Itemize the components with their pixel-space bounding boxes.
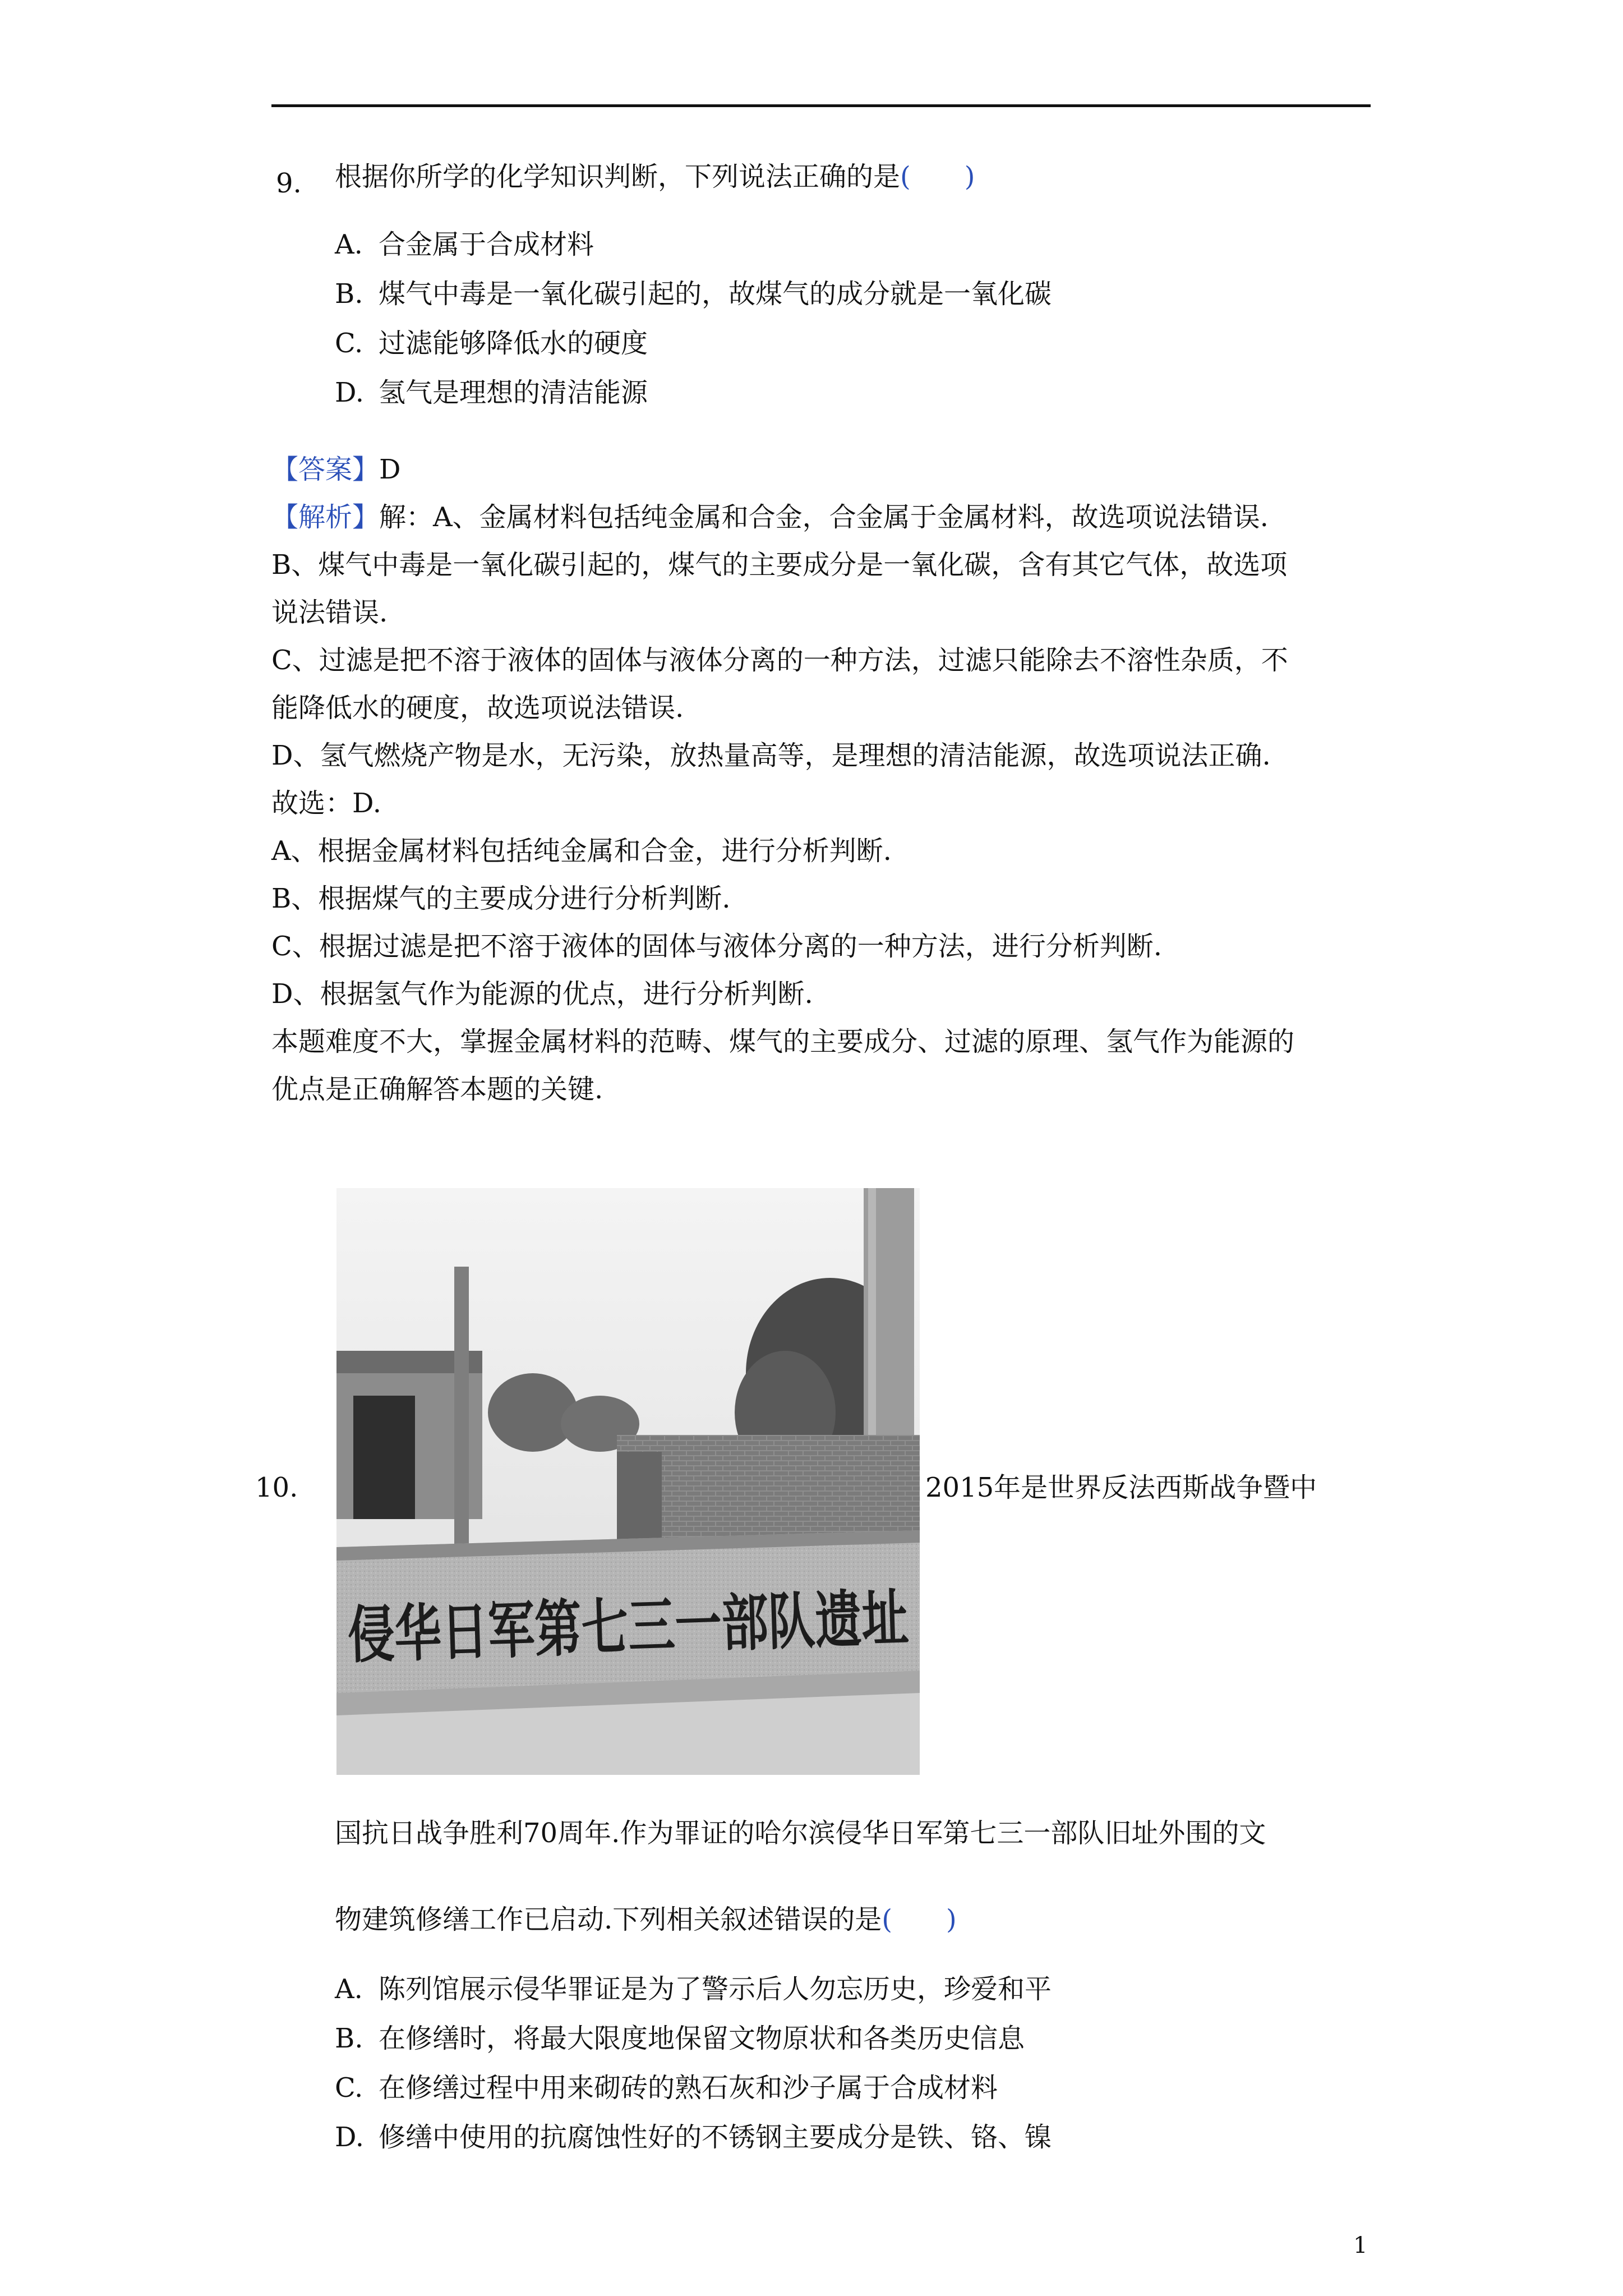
option-letter: B.: [335, 278, 363, 310]
q10-number: 10.: [255, 1472, 298, 1503]
photo-sign-text: 侵华日军第七三一部队遗址: [347, 1576, 1089, 1672]
q9-analysis-line-11: D、根据氢气作为能源的优点，进行分析判断.: [271, 978, 813, 1010]
option-letter: C.: [335, 2072, 363, 2104]
q9-analysis-line-4: C、过滤是把不溶于液体的固体与液体分离的一种方法，过滤只能除去不溶性杂质，不: [271, 645, 1288, 676]
analysis-tag: 【解析】: [271, 501, 380, 533]
option-text: 煤气中毒是一氧化碳引起的，故煤气的成分就是一氧化碳: [379, 278, 1052, 310]
header-rule: [271, 104, 1371, 107]
option-text: 在修缮时，将最大限度地保留文物原状和各类历史信息: [379, 2023, 1025, 2054]
option-letter: D.: [335, 377, 365, 408]
q9-stem: [335, 159, 975, 195]
q9-option-a: [335, 227, 594, 263]
q9-analysis-line-9: B、根据煤气的主要成分进行分析判断.: [271, 883, 731, 914]
q9-option-b: [335, 276, 1052, 312]
q9-analysis-line-13: 优点是正确解答本题的关键.: [271, 1074, 603, 1105]
q9-bracket: ( ): [900, 161, 975, 192]
q10-stem-line-3: [335, 1902, 957, 1938]
q9-analysis-line-8: A、根据金属材料包括纯金属和合金，进行分析判断.: [271, 835, 892, 867]
q9-number: 9.: [276, 168, 302, 199]
memorial-site-photo: [336, 1188, 1089, 1775]
option-letter: B.: [335, 2023, 363, 2054]
option-text: 修缮中使用的抗腐蚀性好的不锈钢主要成分是铁、铬、镍: [379, 2122, 1052, 2153]
q10-option-b: [335, 2021, 1025, 2056]
q10-stem-text: 物建筑修缮工作已启动.下列相关叙述错误的是: [335, 1904, 882, 1935]
memorial-photo-drawing: [336, 1188, 1089, 1775]
q9-analysis-line-7: 故选：D.: [271, 788, 382, 819]
answer-tag: 【答案】: [271, 454, 380, 485]
q9-analysis-line-5: 能降低水的硬度，故选项说法错误.: [271, 692, 684, 724]
q10-option-d: [335, 2119, 1052, 2155]
q9-option-d: [335, 375, 648, 411]
q9-analysis-line-2: B、煤气中毒是一氧化碳引起的，煤气的主要成分是一氧化碳，含有其它气体，故选项: [271, 549, 1288, 581]
q9-analysis-line-1: [271, 499, 1269, 535]
q9-analysis-line-12: 本题难度不大，掌握金属材料的范畴、煤气的主要成分、过滤的原理、氢气作为能源的: [271, 1026, 1295, 1057]
q9-option-c: [335, 325, 648, 361]
option-text: 过滤能够降低水的硬度: [379, 328, 648, 359]
q9-answer: [271, 452, 401, 487]
q10-option-c: [335, 2070, 998, 2106]
answer-value: D: [379, 454, 401, 485]
option-letter: C.: [335, 328, 363, 359]
q9-analysis-line-6: D、氢气燃烧产物是水，无污染，放热量高等，是理想的清洁能源，故选项说法正确.: [271, 740, 1271, 771]
q9-stem-text: 根据你所学的化学知识判断，下列说法正确的是: [335, 161, 901, 192]
option-text: 合金属于合成材料: [379, 229, 594, 260]
page-number: 1: [1353, 2233, 1368, 2258]
q10-stem-line-2: 国抗日战争胜利70周年.作为罪证的哈尔滨侵华日军第七三一部队旧址外围的文: [335, 1818, 1266, 1849]
option-text: 在修缮过程中用来砌砖的熟石灰和沙子属于合成材料: [379, 2072, 998, 2104]
option-text: 陈列馆展示侵华罪证是为了警示后人勿忘历史，珍爱和平: [379, 1973, 1052, 2005]
option-letter: D.: [335, 2122, 365, 2153]
option-text: 氢气是理想的清洁能源: [379, 377, 648, 408]
option-letter: A.: [335, 1973, 363, 2005]
q9-analysis-line-3: 说法错误.: [271, 597, 388, 628]
analysis-text: 解：A、金属材料包括纯金属和合金，合金属于金属材料，故选项说法错误.: [379, 501, 1269, 533]
q10-bracket: ( ): [882, 1904, 957, 1935]
q10-option-a: [335, 1971, 1052, 2007]
option-letter: A.: [335, 229, 363, 260]
q9-analysis-line-10: C、根据过滤是把不溶于液体的固体与液体分离的一种方法，进行分析判断.: [271, 931, 1162, 962]
q10-stem-line-1: 2015年是世界反法西斯战争暨中: [925, 1472, 1317, 1503]
